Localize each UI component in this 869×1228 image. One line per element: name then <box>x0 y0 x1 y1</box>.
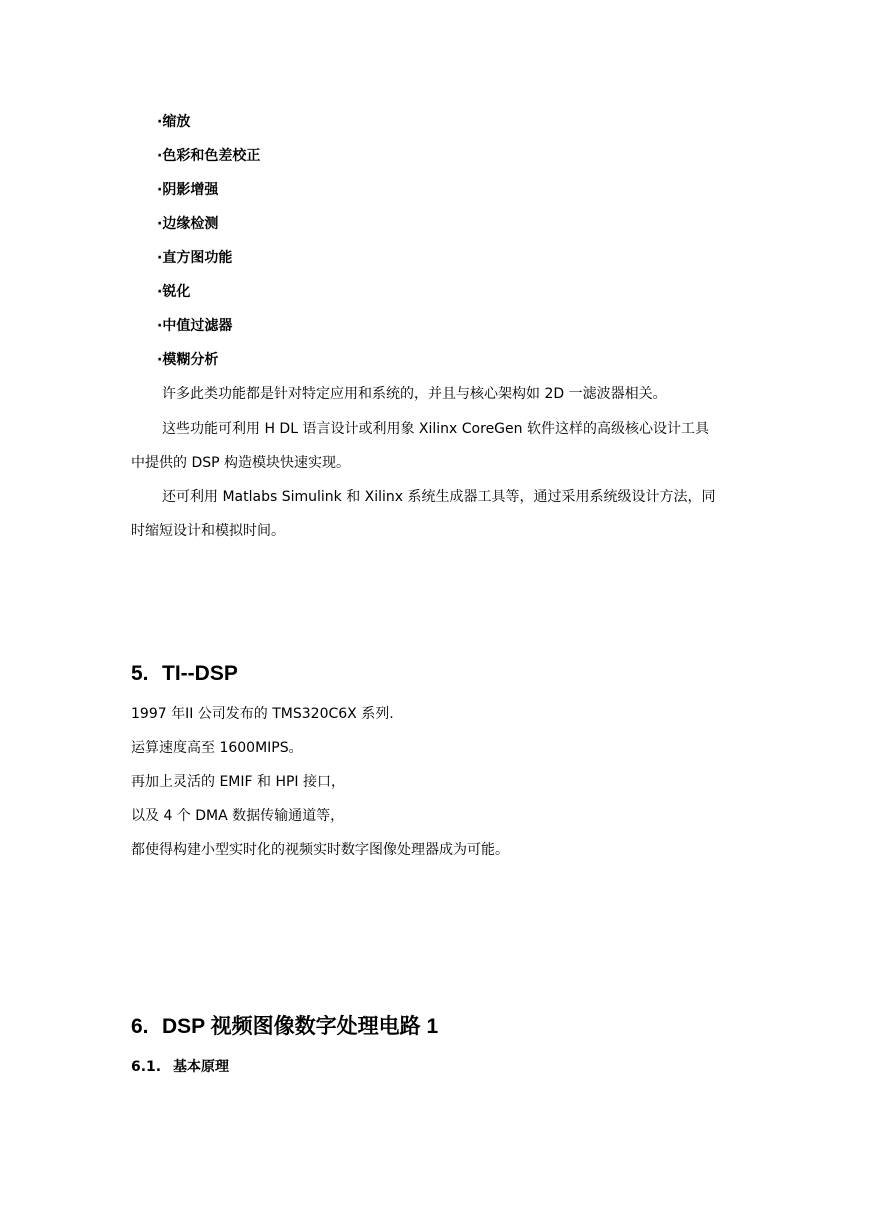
paragraph-text: 许多此类功能都是针对特定应用和系统的，并且与核心架构如 2D 一滤波器相关。 <box>162 386 667 402</box>
section-6-heading <box>131 1014 438 1040</box>
section-5-line: 运算速度高至 1600MIPS。 <box>131 740 303 756</box>
section-5-line: 再加上灵活的 EMIF 和 HPI 接口， <box>131 774 346 790</box>
bullet-item: ·直方图功能 <box>157 250 233 266</box>
bullet-item: ·中值过滤器 <box>157 318 233 334</box>
section-5-heading <box>131 661 238 687</box>
section-5-line: 以及 4 个 DMA 数据传输通道等， <box>131 808 345 824</box>
paragraph-text: 还可利用 Matlabs Simulink 和 Xilinx 系统生成器工具等，通过采用系统级设计方法，同 <box>162 489 716 505</box>
bullet-item: ·缩放 <box>157 114 191 130</box>
bullet-item: ·色彩和色差校正 <box>157 148 261 164</box>
section-5-line: 1997 年II 公司发布的 TMS320C6X 系列. <box>131 706 394 722</box>
section-number: 6. <box>131 1015 149 1038</box>
bullet-item: ·锐化 <box>157 284 191 300</box>
subsection-number: 6.1. <box>131 1059 162 1075</box>
section-title: TI--DSP <box>162 662 238 685</box>
section-5-line: 都使得构建小型实时化的视频实时数字图像处理器成为可能。 <box>131 842 509 858</box>
paragraph-text: 时缩短设计和模拟时间。 <box>131 523 285 539</box>
bullet-item: ·阴影增强 <box>157 182 219 198</box>
paragraph-text: 这些功能可利用 H DL 语言设计或利用象 Xilinx CoreGen 软件这样的高级核心设计工具 <box>162 421 709 437</box>
subsection-6-1-heading <box>131 1058 229 1076</box>
section-title: DSP 视频图像数字处理电路 1 <box>162 1015 439 1038</box>
bullet-item: ·边缘检测 <box>157 216 219 232</box>
paragraph-text: 中提供的 DSP 构造模块快速实现。 <box>131 455 351 471</box>
subsection-title: 基本原理 <box>173 1059 229 1075</box>
section-number: 5. <box>131 662 149 685</box>
bullet-item: ·模糊分析 <box>157 352 219 368</box>
